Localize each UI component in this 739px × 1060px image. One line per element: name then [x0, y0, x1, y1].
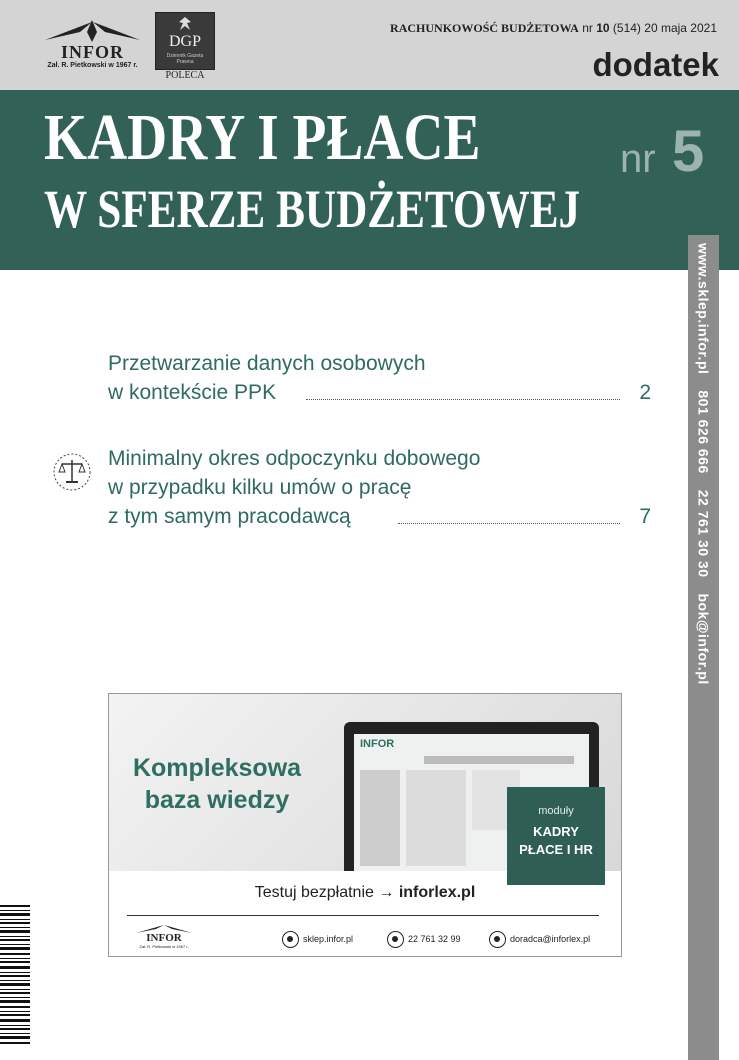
toc-entry-line-text: w kontekście PPK — [108, 381, 277, 404]
infor-wings-icon — [40, 18, 145, 44]
try-free-line[interactable] — [109, 884, 621, 902]
screen-search-bar — [424, 756, 574, 764]
infor-tagline: Zał. R. Pietkowski w 1967 r. — [47, 62, 138, 69]
eagle-icon — [176, 16, 194, 32]
phone-icon — [387, 931, 404, 948]
issue-prefix: nr — [582, 21, 593, 35]
issue-line — [390, 21, 717, 36]
toc-entry-line-text: z tym samym pracodawcą — [108, 505, 351, 528]
dgp-poleca: POLECA — [165, 70, 205, 81]
advert-infor-logo — [134, 924, 194, 950]
toc-leader-dots — [306, 399, 620, 400]
advert-heading-line-2: baza wiedzy — [144, 786, 290, 814]
toc-page-number: 2 — [639, 381, 651, 404]
infor-logo — [40, 18, 145, 70]
toc-entry-line — [108, 502, 653, 531]
supplement-nr-value: 5 — [672, 119, 705, 184]
dgp-logo — [155, 12, 215, 70]
publication-name: RACHUNKOWOŚĆ BUDŻETOWA — [390, 21, 579, 35]
arrow-right-icon: → — [378, 884, 395, 901]
advert-heading — [127, 752, 307, 816]
toc-entry-line: Przetwarzanie danych osobowych — [108, 352, 426, 375]
issue-number: 10 — [596, 21, 610, 35]
contact-shop-text: sklep.infor.pl — [303, 933, 354, 944]
toc-entry-1[interactable] — [108, 349, 653, 407]
contact-phone-text: 22 761 32 99 — [408, 933, 461, 944]
title-line-2: W SFERZE BUDŻETOWEJ — [44, 179, 581, 239]
supplement-nr-label: nr — [620, 137, 656, 181]
advert-heading-line-1: Kompleksowa — [132, 754, 302, 782]
toc-entry-line — [108, 378, 653, 407]
modules-box — [507, 787, 605, 885]
sidebar-website[interactable]: www.sklep.infor.pl — [695, 243, 712, 375]
try-free-text: Testuj bezpłatnie — [254, 884, 374, 901]
toc-entry-line: Minimalny okres odpoczynku dobowego — [108, 447, 481, 470]
contact-phone[interactable] — [387, 931, 461, 948]
toc-entry-2[interactable] — [108, 444, 653, 531]
scales-of-justice-icon — [52, 452, 92, 492]
advert-infor-tagline: Zał. R. Pietkowski w 1967 r. — [139, 944, 189, 949]
screen-sidebar — [360, 770, 400, 866]
sidebar-email[interactable]: bok@infor.pl — [695, 593, 712, 685]
title-line-1: KADRY I PŁACE — [44, 101, 481, 174]
modules-line-1: KADRY — [533, 824, 579, 839]
screen-column — [406, 770, 466, 866]
advert-divider — [127, 915, 599, 916]
email-icon — [489, 931, 506, 948]
inforlex-advert[interactable] — [108, 693, 622, 957]
issue-date: 20 maja 2021 — [644, 21, 717, 35]
toc-entry-line: w przypadku kilku umów o pracę — [108, 476, 412, 499]
supplement-label: dodatek — [592, 46, 719, 83]
toc-leader-dots — [398, 523, 620, 524]
advert-infor-text: INFOR — [146, 932, 182, 944]
sidebar-phone-1: 801 626 666 — [695, 390, 712, 474]
modules-label: moduły — [538, 805, 574, 817]
infor-logo-text: INFOR — [61, 42, 124, 62]
sidebar-contact-text — [694, 243, 711, 973]
screen-logo: INFOR — [360, 738, 395, 750]
inforlex-link[interactable]: inforlex.pl — [398, 884, 476, 901]
cart-icon — [282, 931, 299, 948]
sidebar-phone-2: 22 761 30 30 — [695, 489, 712, 578]
dgp-logo-text: DGP — [168, 33, 201, 50]
toc-page-number: 7 — [639, 505, 651, 528]
modules-line-2: PŁACE I HR — [519, 842, 593, 857]
contact-email-text: doradca@inforlex.pl — [510, 933, 591, 944]
contact-email[interactable] — [489, 931, 590, 948]
barcode-icon — [0, 905, 38, 1045]
contact-shop[interactable] — [282, 931, 353, 948]
dgp-subtitle: Dziennik Gazeta Prawna — [166, 53, 204, 65]
issue-total: (514) — [612, 21, 641, 35]
